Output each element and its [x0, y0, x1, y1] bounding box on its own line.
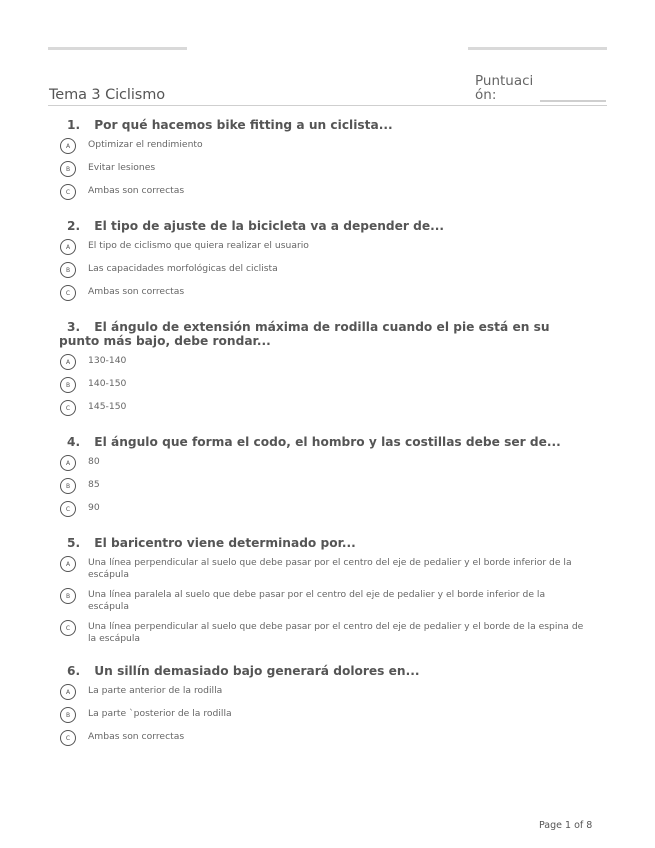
choice-circle-b[interactable]: B — [60, 588, 76, 604]
answer-text: Optimizar el rendimiento — [88, 139, 203, 150]
answer-text: Ambas son correctas — [88, 286, 185, 297]
question-title — [67, 118, 590, 132]
choice-circle-b[interactable]: B — [60, 377, 76, 393]
question-number: 1. — [67, 118, 81, 132]
answer-option-c[interactable] — [60, 501, 590, 521]
answer-text: Ambas son correctas — [88, 185, 185, 196]
choice-circle-a[interactable]: A — [60, 138, 76, 154]
choice-circle-c[interactable]: C — [60, 501, 76, 517]
question-text: El tipo de ajuste de la bicicleta va a depender de... — [94, 219, 445, 233]
question-text: El ángulo que forma el codo, el hombro y las costillas debe ser de... — [94, 435, 561, 449]
answer-text: La parte `posterior de la rodilla — [88, 708, 232, 719]
answer-text: Las capacidades morfológicas del ciclista — [88, 263, 278, 274]
top-left-rule — [48, 47, 187, 50]
answer-text: 145-150 — [88, 401, 127, 412]
answer-option-b[interactable] — [60, 262, 590, 282]
answer-text: Evitar lesiones — [88, 162, 156, 173]
answer-option-a[interactable] — [60, 138, 590, 158]
question-6 — [60, 664, 590, 750]
answer-option-b[interactable] — [60, 161, 590, 181]
question-title — [67, 435, 590, 449]
answer-option-b[interactable] — [60, 707, 590, 727]
answer-option-c[interactable] — [60, 730, 590, 750]
answer-text: La parte anterior de la rodilla — [88, 685, 223, 696]
question-text: Por qué hacemos bike fitting a un ciclista... — [94, 118, 393, 132]
header-divider — [48, 105, 607, 106]
answer-option-c[interactable] — [60, 620, 590, 649]
question-3 — [60, 320, 590, 420]
quiz-header — [48, 73, 607, 107]
answer-option-c[interactable] — [60, 285, 590, 305]
choice-circle-c[interactable]: C — [60, 285, 76, 301]
answer-text: 140-150 — [88, 378, 127, 389]
question-2 — [60, 219, 590, 305]
question-title — [67, 664, 590, 678]
choice-circle-c[interactable]: C — [60, 730, 76, 746]
question-title — [67, 219, 590, 233]
question-text: Un sillín demasiado bajo generará dolores en... — [94, 664, 420, 678]
answer-text: 90 — [88, 502, 100, 513]
answer-option-a[interactable] — [60, 239, 590, 259]
question-4 — [60, 435, 590, 521]
answer-option-a[interactable] — [60, 684, 590, 704]
page-number: Page 1 of 8 — [539, 820, 593, 831]
page-title: Tema 3 Ciclismo — [49, 87, 166, 103]
answer-option-a[interactable] — [60, 354, 590, 374]
answer-option-b[interactable] — [60, 478, 590, 498]
question-5 — [60, 536, 590, 649]
question-text: El ángulo de extensión máxima de rodilla cuando el pie está en su punto más bajo, debe rondar... — [59, 320, 550, 348]
answer-option-a[interactable] — [60, 556, 590, 585]
answer-text: Una línea perpendicular al suelo que debe pasar por el centro del eje de pedalier y el borde inferior de la escápula — [88, 557, 572, 580]
answer-option-c[interactable] — [60, 184, 590, 204]
question-number: 5. — [67, 536, 81, 550]
answer-text: Ambas son correctas — [88, 731, 185, 742]
score-field-line — [540, 100, 606, 102]
answer-option-b[interactable] — [60, 377, 590, 397]
question-number: 6. — [67, 664, 81, 678]
answer-text: Una línea perpendicular al suelo que debe pasar por el centro del eje de pedalier y el borde de la espina de la escápula — [88, 621, 584, 644]
question-number: 3. — [67, 320, 81, 334]
choice-circle-b[interactable]: B — [60, 161, 76, 177]
choice-circle-b[interactable]: B — [60, 478, 76, 494]
choice-circle-a[interactable]: A — [60, 354, 76, 370]
question-title — [59, 320, 590, 348]
score-label: Puntuación: — [475, 73, 534, 103]
answer-option-a[interactable] — [60, 455, 590, 475]
answer-text: 80 — [88, 456, 100, 467]
answer-text: El tipo de ciclismo que quiera realizar el usuario — [88, 240, 309, 251]
question-title — [67, 536, 590, 550]
answer-text: 85 — [88, 479, 100, 490]
answer-text: 130-140 — [88, 355, 127, 366]
choice-circle-b[interactable]: B — [60, 262, 76, 278]
question-number: 4. — [67, 435, 81, 449]
choice-circle-c[interactable]: C — [60, 400, 76, 416]
choice-circle-c[interactable]: C — [60, 620, 76, 636]
choice-circle-b[interactable]: B — [60, 707, 76, 723]
choice-circle-a[interactable]: A — [60, 239, 76, 255]
question-list — [60, 118, 590, 765]
choice-circle-a[interactable]: A — [60, 455, 76, 471]
question-1 — [60, 118, 590, 204]
choice-circle-a[interactable]: A — [60, 556, 76, 572]
answer-option-b[interactable] — [60, 588, 590, 617]
choice-circle-c[interactable]: C — [60, 184, 76, 200]
choice-circle-a[interactable]: A — [60, 684, 76, 700]
question-text: El baricentro viene determinado por... — [94, 536, 356, 550]
answer-text: Una línea paralela al suelo que debe pasar por el centro del eje de pedalier y el borde inferior de la escápula — [88, 589, 546, 612]
answer-option-c[interactable] — [60, 400, 590, 420]
question-number: 2. — [67, 219, 81, 233]
top-right-rule — [468, 47, 607, 50]
